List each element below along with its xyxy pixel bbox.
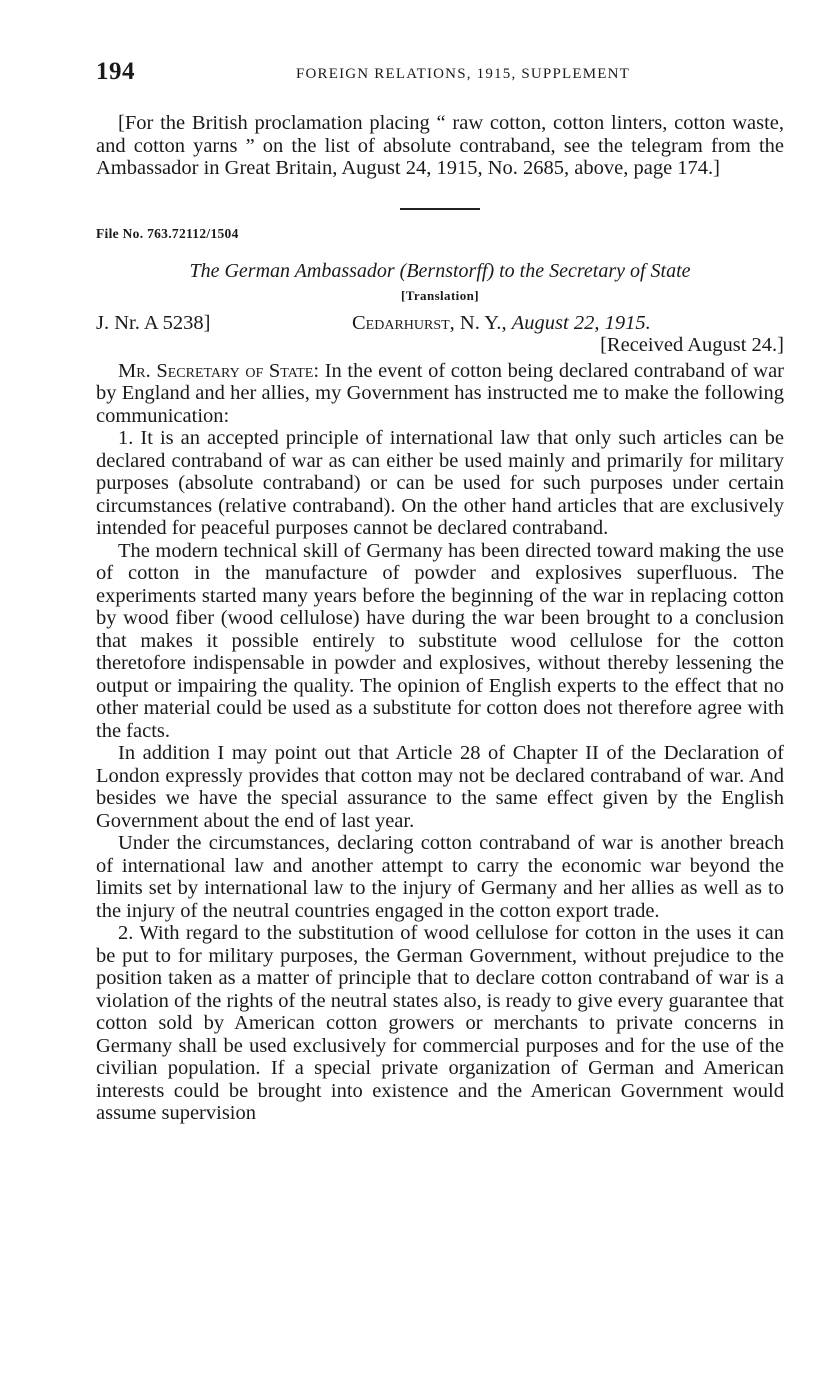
letter-date: August 22, 1915. bbox=[511, 311, 651, 334]
place-and-date bbox=[352, 312, 651, 334]
section-divider bbox=[400, 208, 480, 210]
running-header bbox=[96, 58, 784, 98]
document-title: The German Ambassador (Bernstorff) to the Secretary of State bbox=[189, 259, 691, 282]
page-number: 194 bbox=[96, 58, 135, 85]
place: Cedarhurst, N. Y., bbox=[352, 311, 507, 334]
file-number: File No. 763.72112/1504 bbox=[96, 225, 239, 241]
paragraph-text: In the event of cotton being declared contraband of war by England and her allies, my Government has instructed me to make the following communication: bbox=[96, 359, 785, 427]
body-paragraph bbox=[96, 360, 784, 428]
dateline bbox=[96, 312, 784, 360]
body-paragraph: Under the circumstances, declaring cotton contraband of war is another breach of international law and another attempt to carry the economic war beyond the limits set by international law to the injury of Germany and her allies as well as to the injury of the neutral countries engaged in the cotton export trade. bbox=[96, 832, 784, 922]
body-paragraph: 1. It is an accepted principle of international law that only such articles can be declared contraband of war as can either be used mainly and primarily for military purposes (absolute contraband) or can be used for such purposes under certain circumstances (relative contraband). On the other hand articles that are exclusively intended for peaceful purposes cannot be declared contraband. bbox=[96, 427, 784, 539]
body-paragraph: In addition I may point out that Article 28 of Chapter II of the Declaration of London expressly provides that cotton may not be declared contraband of war. And besides we have the special assurance to the same effect given by the English Government about the end of last year. bbox=[96, 742, 784, 832]
body-paragraph: 2. With regard to the substitution of wood cellulose for cotton in the uses it can be put to for military purposes, the German Government, without prejudice to the position taken as a matter of principle that to declare cotton contraband of war is a violation of the rights of the neutral states also, is ready to give every guarantee that cotton sold by American cotton growers or merchants to private concerns in Germany shall be used exclusively for commercial purposes and for the use of the civilian population. If a special private organization of German and American interests could be brought into existence and the American Government would assume supervision bbox=[96, 922, 784, 1124]
body-paragraph: The modern technical skill of Germany has been directed toward making the use of cotton in the manufacture of powder and explosives superfluous. The experiments started many years before the beginning of the war in replacing cotton by wood fiber (wood cellulose) have during the war been brought to a conclusion that makes it possible entirely to substitute wood cellulose for the cotton theretofore indispensable in powder and explosives, without thereby lessening the output or impairing the quality. The opinion of English experts to the effect that no other material could be used as a substitute for cotton does not therefore agree with the facts. bbox=[96, 539, 784, 742]
document-subtitle: [Translation] bbox=[401, 287, 479, 303]
reference-number: J. Nr. A 5238] bbox=[96, 311, 211, 334]
editorial-note: [For the British proclamation placing “ raw cotton, cotton linters, cotton waste, and cotton yarns ” on the list of absolute contraband, see the telegram from the Ambassador in Great Britain, August 24, 1915, No. 2685, above, page 174.] bbox=[96, 112, 784, 179]
document-page bbox=[96, 58, 784, 1125]
running-title: FOREIGN RELATIONS, 1915, SUPPLEMENT bbox=[295, 66, 631, 82]
salutation: Mr. Secretary of State: bbox=[118, 359, 320, 382]
received-date: [Received August 24.] bbox=[600, 333, 784, 356]
